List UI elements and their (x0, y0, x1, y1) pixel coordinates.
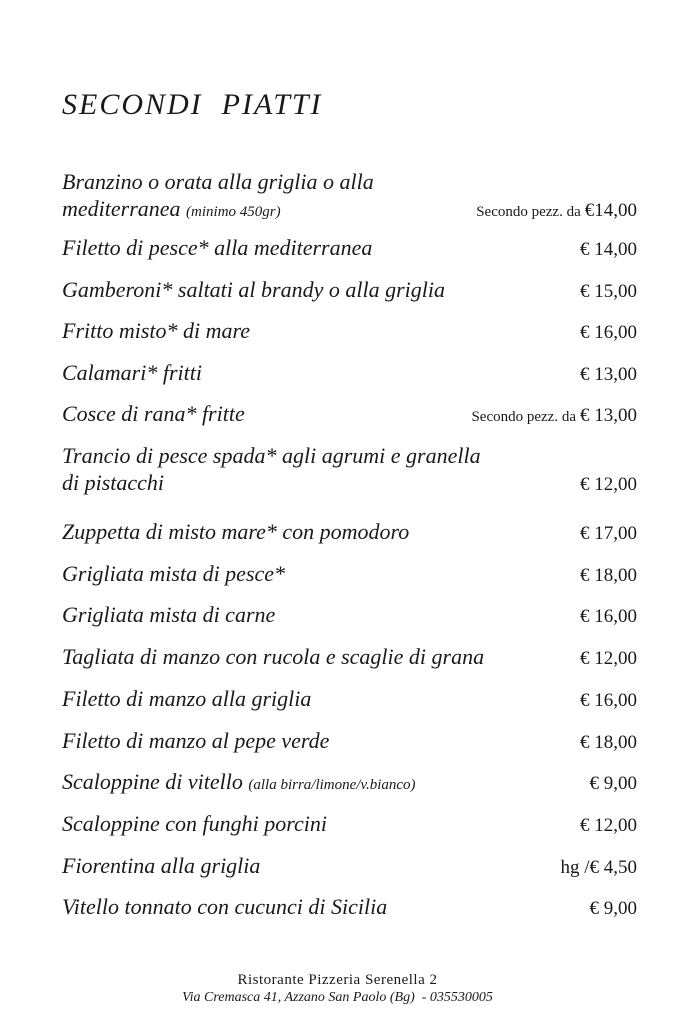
menu-item-name-line1: Branzino o orata alla griglia o alla (62, 169, 374, 194)
menu-item-note: (minimo 450gr) (186, 204, 281, 220)
menu-item (62, 601, 637, 630)
menu-item-price-note: Secondo pezz. da (471, 409, 576, 425)
menu-item-name: Calamari* fritti (62, 360, 202, 385)
menu-item-name: Zuppetta di misto mare* con pomodoro (62, 519, 410, 544)
menu-item-name: Vitello tonnato con cucunci di Sicilia (62, 894, 388, 919)
menu-item (62, 852, 637, 881)
menu-item-price: € 18,00 (580, 732, 637, 753)
page-title: SECONDI PIATTI (62, 88, 323, 121)
menu-item (62, 359, 637, 388)
menu-item-name: Tagliata di manzo con rucola e scaglie di grana (62, 644, 485, 669)
menu-item (62, 810, 637, 839)
menu-item-price: € 12,00 (580, 815, 637, 836)
menu-item (62, 276, 637, 305)
menu-item-price: € 12,00 (580, 474, 637, 495)
menu-item-price-note: Secondo pezz. da (476, 204, 581, 220)
menu-item-name: Filetto di pesce* alla mediterranea (62, 235, 373, 260)
menu-item (62, 168, 637, 226)
menu-item (62, 685, 637, 714)
menu-item-price: € 16,00 (580, 322, 637, 343)
menu-item (62, 400, 637, 431)
menu-item-name: Cosce di rana* fritte (62, 401, 245, 426)
menu-item (62, 727, 637, 756)
menu-item-price: € 9,00 (589, 773, 637, 794)
menu-item-name-line1: Trancio di pesce spada* agli agrumi e granella (62, 443, 481, 468)
menu-item (62, 442, 637, 498)
menu-item (62, 234, 637, 263)
menu-item-price: € 18,00 (580, 565, 637, 586)
menu-item (62, 560, 637, 589)
menu-item (62, 643, 637, 672)
menu-item-name: Fritto misto* di mare (62, 318, 251, 343)
menu-item-name: di pistacchi (62, 470, 165, 495)
menu-item (62, 317, 637, 346)
menu-item-name: Scaloppine con funghi porcini (62, 811, 327, 836)
menu-item-price: € 16,00 (580, 606, 637, 627)
menu-item-name: Fiorentina alla griglia (62, 853, 261, 878)
menu-item-price: €14,00 (584, 200, 637, 221)
menu-item-price: € 15,00 (580, 281, 637, 302)
menu-item-name: Scaloppine di vitello (62, 769, 243, 794)
menu-item-note: (alla birra/limone/v.bianco) (248, 777, 416, 793)
footer-restaurant-name: Ristorante Pizzeria Serenella 2 (237, 972, 438, 988)
menu-item (62, 768, 637, 799)
menu-item-price: € 13,00 (580, 364, 637, 385)
menu-item (62, 893, 637, 922)
menu-item-price: € 12,00 (580, 648, 637, 669)
menu-item-price: € 16,00 (580, 690, 637, 711)
menu-item-price: € 13,00 (580, 405, 637, 426)
menu-item (62, 518, 637, 547)
menu-item-price: € 14,00 (580, 239, 637, 260)
menu-item-name: mediterranea (62, 196, 181, 221)
menu-item-name: Gamberoni* saltati al brandy o alla griglia (62, 277, 445, 302)
menu-item-name: Grigliata mista di carne (62, 602, 276, 627)
menu-item-name: Filetto di manzo alla griglia (62, 686, 312, 711)
menu-item-price: hg /€ 4,50 (560, 857, 637, 878)
menu-item-price: € 17,00 (580, 523, 637, 544)
footer-address: Via Cremasca 41, Azzano San Paolo (Bg) - 035530005 (182, 990, 493, 1005)
menu-item-name: Grigliata mista di pesce* (62, 561, 286, 586)
menu-item-name: Filetto di manzo al pepe verde (62, 728, 330, 753)
menu-item-price: € 9,00 (589, 898, 637, 919)
